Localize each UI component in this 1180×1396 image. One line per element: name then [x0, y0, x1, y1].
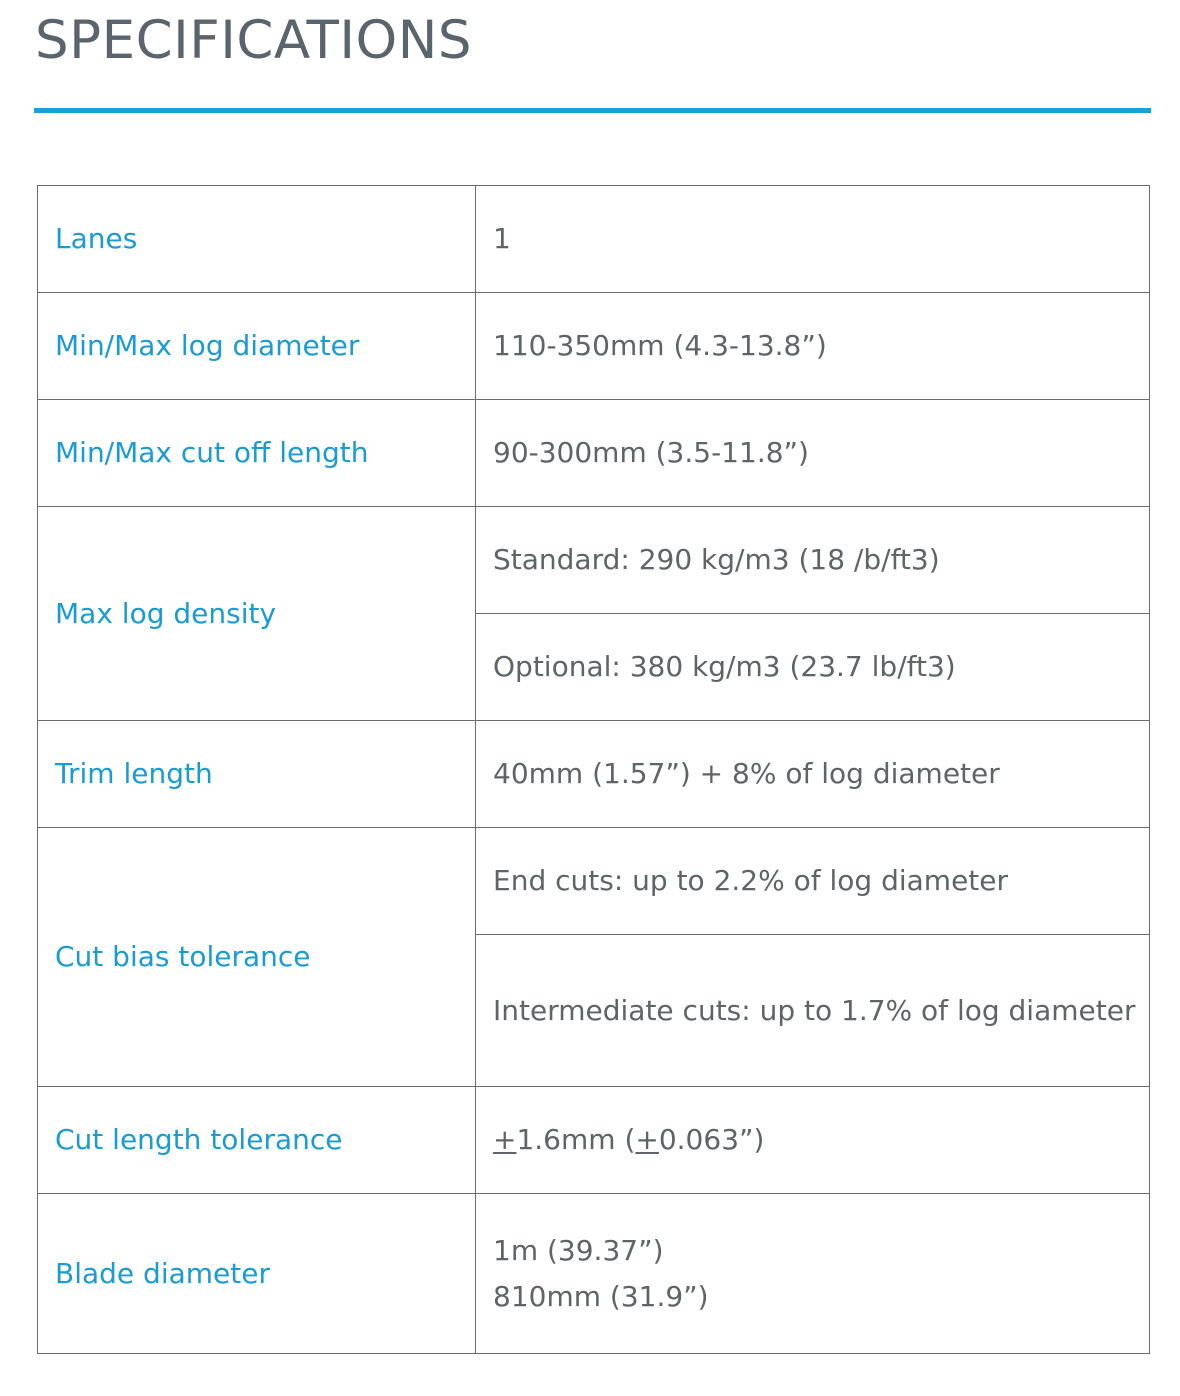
spec-label: Cut bias tolerance: [38, 828, 476, 1087]
plus-minus-sign: +: [635, 1123, 659, 1156]
spec-label: Min/Max cut off length: [38, 400, 476, 507]
spec-row-log-diameter: [38, 293, 1150, 400]
value-line: 810mm (31.9”): [493, 1279, 709, 1313]
spec-row-log-density-standard: [38, 507, 1150, 614]
spec-row-cut-bias-end: [38, 828, 1150, 935]
spec-label: Min/Max log diameter: [38, 293, 476, 400]
spec-label: Max log density: [38, 507, 476, 721]
spec-value: End cuts: up to 2.2% of log diameter: [476, 828, 1150, 935]
title-underline: [34, 108, 1151, 113]
spec-label: Trim length: [38, 721, 476, 828]
value-part: 0.063”): [658, 1123, 765, 1156]
value-line: 1m (39.37”): [493, 1233, 664, 1267]
spec-value: 90-300mm (3.5-11.8”): [476, 400, 1150, 507]
page-title: SPECIFICATIONS: [35, 10, 473, 71]
spec-value: Intermediate cuts: up to 1.7% of log diameter: [476, 935, 1150, 1087]
spec-value: Optional: 380 kg/m3 (23.7 lb/ft3): [476, 614, 1150, 721]
spec-row-blade-diameter: [38, 1194, 1150, 1354]
spec-row-cut-off-length: [38, 400, 1150, 507]
spec-row-lanes: [38, 186, 1150, 293]
spec-value: 110-350mm (4.3-13.8”): [476, 293, 1150, 400]
spec-value: Standard: 290 kg/m3 (18 /b/ft3): [476, 507, 1150, 614]
spec-row-cut-length-tolerance: [38, 1087, 1150, 1194]
spec-label: Cut length tolerance: [38, 1087, 476, 1194]
specifications-table: [37, 185, 1150, 1354]
spec-value: 40mm (1.57”) + 8% of log diameter: [476, 721, 1150, 828]
spec-label: Lanes: [38, 186, 476, 293]
plus-minus-sign: +: [493, 1123, 517, 1156]
value-part: 1.6mm (: [516, 1123, 636, 1156]
spec-value: 1: [476, 186, 1150, 293]
spec-row-trim-length: [38, 721, 1150, 828]
spec-label: Blade diameter: [38, 1194, 476, 1354]
spec-value: [476, 1194, 1150, 1354]
spec-value: [476, 1087, 1150, 1194]
